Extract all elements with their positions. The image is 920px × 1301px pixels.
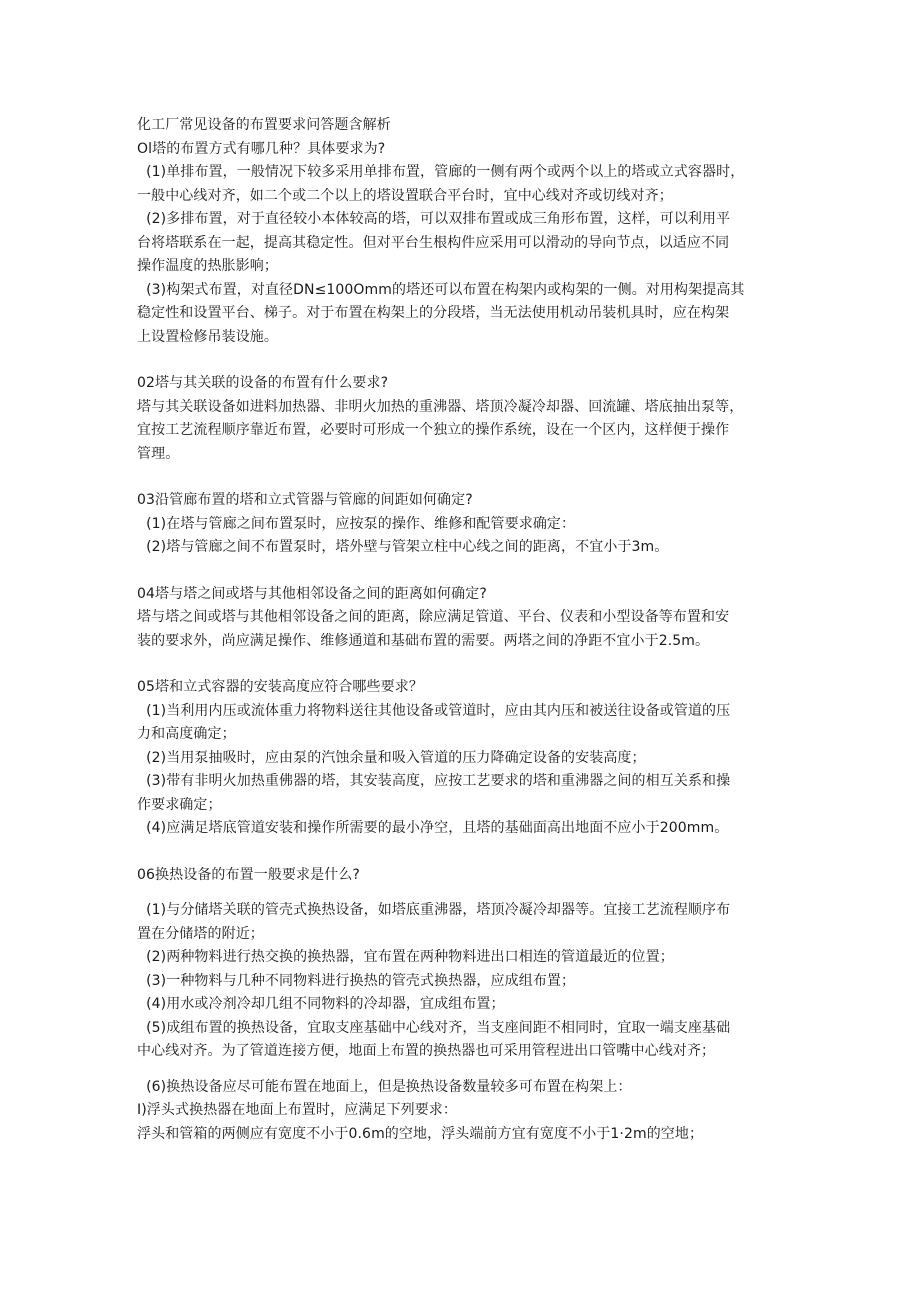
q1-line: 操作温度的热胀影响；	[137, 258, 278, 274]
q6-line: 浮头和管箱的两侧应有宽度不小于0.6m的空地，浮头端前方宜有宽度不小于1·2m的空地；	[137, 1125, 704, 1142]
q1-line: 稳定性和设置平台、梯子。对于布置在构架上的分段塔，当无法使用机动吊装机具时，应在构架	[137, 305, 730, 321]
q6-line: 置在分储塔的附近；	[137, 925, 264, 942]
q2-heading: 02塔与其关联的设备的布置有什么要求?	[137, 375, 389, 391]
paragraph-gap	[137, 466, 787, 489]
q6-line: (6)换热设备应尽可能布置在地面上，但是换热设备数量较多可布置在构架上：	[137, 1078, 632, 1095]
q1-line: (2)多排布置，对于直径较小本体较高的塔，可以双排布置或成三角形布置，这样，可以利用平	[137, 211, 731, 227]
q1-line: (1)单排布置，一般情况下较多采用单排布置，管廊的一侧有两个或两个以上的塔或立式容器时，	[137, 164, 745, 180]
q6-line: I)浮头式换热器在地面上布置时，应满足下列要求：	[137, 1102, 457, 1118]
q6-line: (1)与分储塔关联的管壳式换热设备，如塔底重沸器，塔顶冷凝冷却器等。宜接工艺流程顺序布	[137, 902, 731, 918]
paragraph-gap	[137, 1064, 787, 1076]
paragraph-gap	[137, 653, 787, 676]
q2-line: 管理。	[137, 445, 180, 462]
q3-line: (2)塔与管廊之间不布置泵时，塔外壁与管架立柱中心线之间的距离，不宜小于3m。	[137, 539, 669, 555]
paragraph-gap	[137, 841, 787, 864]
q5-line: (3)带有非明火加热重佛器的塔，其安装高度，应按工艺要求的塔和重沸器之间的相互关系和操	[137, 773, 731, 789]
q2-line: 塔与其关联设备如进料加热器、非明火加热的重沸器、塔顶冷凝冷却器、回流罐、塔底抽出泵等，	[137, 398, 744, 415]
document-title: 化工厂常见设备的布置要求问答题含解析	[137, 117, 391, 133]
q1-line: 上设置检修吊装设施。	[137, 328, 278, 345]
paragraph-gap	[137, 560, 787, 583]
document-body	[137, 114, 787, 1146]
q6-line: (5)成组布置的换热设备，宜取支座基础中心线对齐，当支座间距不相同时，宜取一端支座基础	[137, 1019, 731, 1036]
q6-heading: 06换热设备的布置一般要求是什么?	[137, 866, 360, 883]
q3-heading: 03沿管廊布置的塔和立式管器与管廊的间距如何确定?	[137, 492, 473, 508]
paragraph-gap	[137, 349, 787, 372]
q5-line: (2)当用泵抽吸时，应由泵的汽蚀余量和吸入管道的压力降确定设备的安装高度；	[137, 749, 646, 766]
q5-line: 作要求确定；	[137, 796, 222, 813]
q4-heading: 04塔与塔之间或塔与其他相邻设备之间的距离如何确定?	[137, 585, 487, 602]
q5-line: (4)应满足塔底管道安装和操作所需要的最小净空，且塔的基础面高出地面不应小于200mm。	[137, 820, 729, 836]
q5-heading: 05塔和立式容器的安装高度应符合哪些要求？	[137, 679, 423, 695]
q1-heading: Ol塔的布置方式有哪几种？具体要求为?	[137, 140, 386, 157]
q4-line: 塔与塔之间或塔与其他相邻设备之间的距离，除应满足管道、平台、仪表和小型设备等布置和安	[137, 609, 730, 625]
q6-line: 中心线对齐。为了管道连接方便，地面上布置的换热器也可采用管程进出口管嘴中心线对齐；	[137, 1043, 716, 1059]
q5-line: 力和高度确定；	[137, 726, 236, 742]
q2-line: 宜按工艺流程顺序靠近布置，必要时可形成一个独立的操作系统，设在一个区内，这样便于操作	[137, 422, 730, 438]
q6-line: (4)用水或冷剂冷却几组不同物料的冷却器，宜成组布置；	[137, 996, 505, 1012]
q5-line: (1)当利用内压或流体重力将物料送往其他设备或管道时，应由其内压和被送往设备或管道的压	[137, 702, 731, 719]
q1-line: 台将塔联系在一起，提高其稳定性。但对平台生根构件应采用可以滑动的导向节点，以适应不同	[137, 234, 730, 251]
q4-line: 装的要求外，尚应满足操作、维修通道和基础布置的需要。两塔之间的净距不宜小于2.5m。	[137, 632, 710, 649]
q6-line: (3)一种物料与几种不同物料进行换热的管壳式换热器，应成组布置；	[137, 972, 576, 989]
q6-line: (2)两种物料进行热交换的换热器，宜布置在两种物料进出口相连的管道最近的位置；	[137, 949, 674, 965]
q1-line: (3)构架式布置，对直径DN≤100Omm的塔还可以布置在构架内或构架的一侧。对用构架提高其	[137, 281, 745, 298]
paragraph-gap	[137, 887, 787, 899]
q1-line: 一般中心线对齐，如二个或二个以上的塔设置联合平台时，宜中心线对齐或切线对齐；	[137, 187, 673, 204]
q3-line: (1)在塔与管廊之间布置泵时，应按泵的操作、维修和配管要求确定：	[137, 515, 576, 532]
